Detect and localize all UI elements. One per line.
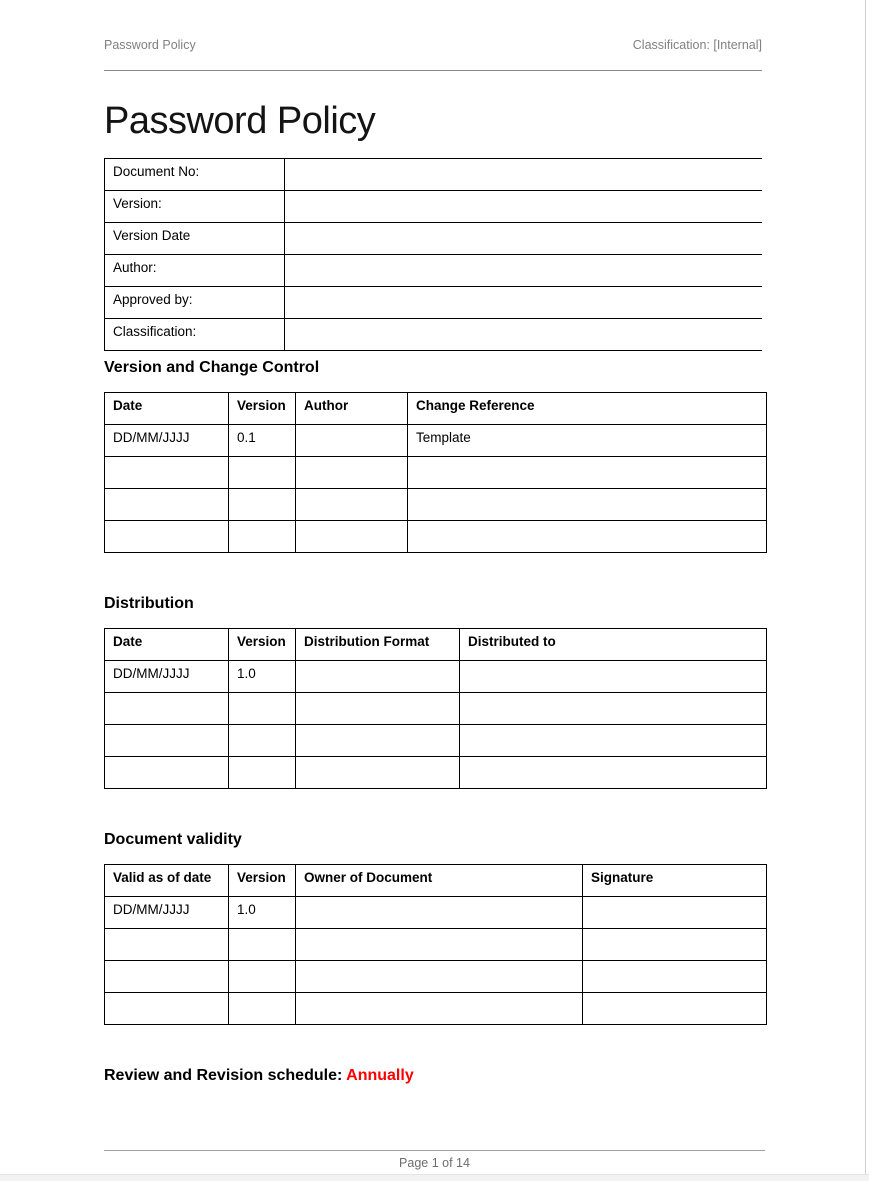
meta-value-version-date xyxy=(285,222,763,254)
table-cell xyxy=(229,520,296,552)
table-row xyxy=(105,992,767,1024)
column-header: Version xyxy=(229,628,296,660)
table-cell xyxy=(296,660,460,692)
table-cell xyxy=(105,724,229,756)
table-row xyxy=(105,724,767,756)
section-heading-distribution: Distribution xyxy=(104,594,194,612)
table-cell xyxy=(583,960,767,992)
meta-label-version: Version: xyxy=(105,190,285,222)
table-cell xyxy=(229,724,296,756)
table-cell xyxy=(296,692,460,724)
column-header: Distribution Format xyxy=(296,628,460,660)
column-header: Version xyxy=(229,392,296,424)
table-cell xyxy=(105,756,229,788)
page-bottom-edge xyxy=(0,1174,869,1181)
table-cell xyxy=(460,660,767,692)
table-row xyxy=(105,928,767,960)
table-cell xyxy=(229,488,296,520)
review-schedule-value: Annually xyxy=(346,1066,414,1084)
column-header: Valid as of date xyxy=(105,864,229,896)
table-cell xyxy=(105,928,229,960)
table-row xyxy=(105,318,763,350)
table-cell xyxy=(105,992,229,1024)
table-cell xyxy=(229,692,296,724)
table-cell xyxy=(460,756,767,788)
meta-value-approved-by xyxy=(285,286,763,318)
table-header-row xyxy=(105,392,767,424)
table-cell xyxy=(296,424,408,456)
table-row xyxy=(105,488,767,520)
table-cell xyxy=(296,520,408,552)
section-heading-version-control: Version and Change Control xyxy=(104,358,320,376)
table-cell: DD/MM/JJJJ xyxy=(105,660,229,692)
distribution-table xyxy=(104,628,767,789)
table-cell xyxy=(229,992,296,1024)
table-cell: DD/MM/JJJJ xyxy=(105,424,229,456)
version-control-table xyxy=(104,392,767,553)
table-cell xyxy=(105,456,229,488)
table-cell xyxy=(408,520,767,552)
review-schedule-line xyxy=(104,1066,762,1085)
table-cell xyxy=(105,488,229,520)
column-header: Owner of Document xyxy=(296,864,583,896)
table-row xyxy=(105,520,767,552)
table-cell: 1.0 xyxy=(229,896,296,928)
column-header: Date xyxy=(105,628,229,660)
table-cell xyxy=(408,456,767,488)
table-cell xyxy=(296,724,460,756)
table-cell xyxy=(460,692,767,724)
column-header: Change Reference xyxy=(408,392,767,424)
table-cell xyxy=(583,896,767,928)
page-footer xyxy=(104,1150,765,1170)
column-header: Version xyxy=(229,864,296,896)
scrollbar-track[interactable] xyxy=(865,0,866,1174)
meta-value-author xyxy=(285,254,763,286)
table-cell xyxy=(460,724,767,756)
table-row xyxy=(105,756,767,788)
header-classification: Classification: [Internal] xyxy=(632,38,762,52)
table-header-row xyxy=(105,864,767,896)
page-content xyxy=(104,0,762,1101)
table-cell xyxy=(296,488,408,520)
header-document-name: Password Policy xyxy=(104,38,196,52)
table-row xyxy=(105,424,767,456)
table-row xyxy=(105,222,763,254)
table-cell xyxy=(105,960,229,992)
meta-label-version-date: Version Date xyxy=(105,222,285,254)
table-cell xyxy=(296,928,583,960)
table-row xyxy=(105,190,763,222)
header-divider-line xyxy=(104,70,762,71)
table-cell xyxy=(296,960,583,992)
table-cell: 0.1 xyxy=(229,424,296,456)
column-header: Date xyxy=(105,392,229,424)
meta-value-classification xyxy=(285,318,763,350)
table-cell xyxy=(296,896,583,928)
page-title: Password Policy xyxy=(104,100,376,142)
table-row xyxy=(105,286,763,318)
meta-label-document-no: Document No: xyxy=(105,158,285,190)
meta-label-author: Author: xyxy=(105,254,285,286)
meta-label-approved-by: Approved by: xyxy=(105,286,285,318)
table-row xyxy=(105,660,767,692)
review-schedule-label: Review and Revision schedule: xyxy=(104,1066,347,1084)
table-cell xyxy=(583,992,767,1024)
table-cell: 1.0 xyxy=(229,660,296,692)
table-row xyxy=(105,456,767,488)
table-cell xyxy=(229,960,296,992)
meta-label-classification: Classification: xyxy=(105,318,285,350)
table-cell xyxy=(296,992,583,1024)
table-cell xyxy=(229,456,296,488)
table-cell xyxy=(229,756,296,788)
document-info-table xyxy=(104,158,762,351)
meta-value-document-no xyxy=(285,158,763,190)
section-heading-document-validity: Document validity xyxy=(104,830,242,848)
table-cell xyxy=(296,756,460,788)
table-row xyxy=(105,254,763,286)
table-cell xyxy=(105,520,229,552)
running-header xyxy=(104,0,762,53)
table-cell xyxy=(408,488,767,520)
table-row xyxy=(105,896,767,928)
table-cell xyxy=(583,928,767,960)
table-row xyxy=(105,960,767,992)
document-validity-table xyxy=(104,864,767,1025)
table-cell: Template xyxy=(408,424,767,456)
page-number-text: Page 1 of 14 xyxy=(399,1156,470,1170)
table-cell xyxy=(229,928,296,960)
table-cell xyxy=(105,692,229,724)
meta-value-version xyxy=(285,190,763,222)
table-cell: DD/MM/JJJJ xyxy=(105,896,229,928)
table-row xyxy=(105,692,767,724)
table-row xyxy=(105,158,763,190)
table-header-row xyxy=(105,628,767,660)
column-header: Author xyxy=(296,392,408,424)
column-header: Signature xyxy=(583,864,767,896)
column-header: Distributed to xyxy=(460,628,767,660)
table-cell xyxy=(296,456,408,488)
